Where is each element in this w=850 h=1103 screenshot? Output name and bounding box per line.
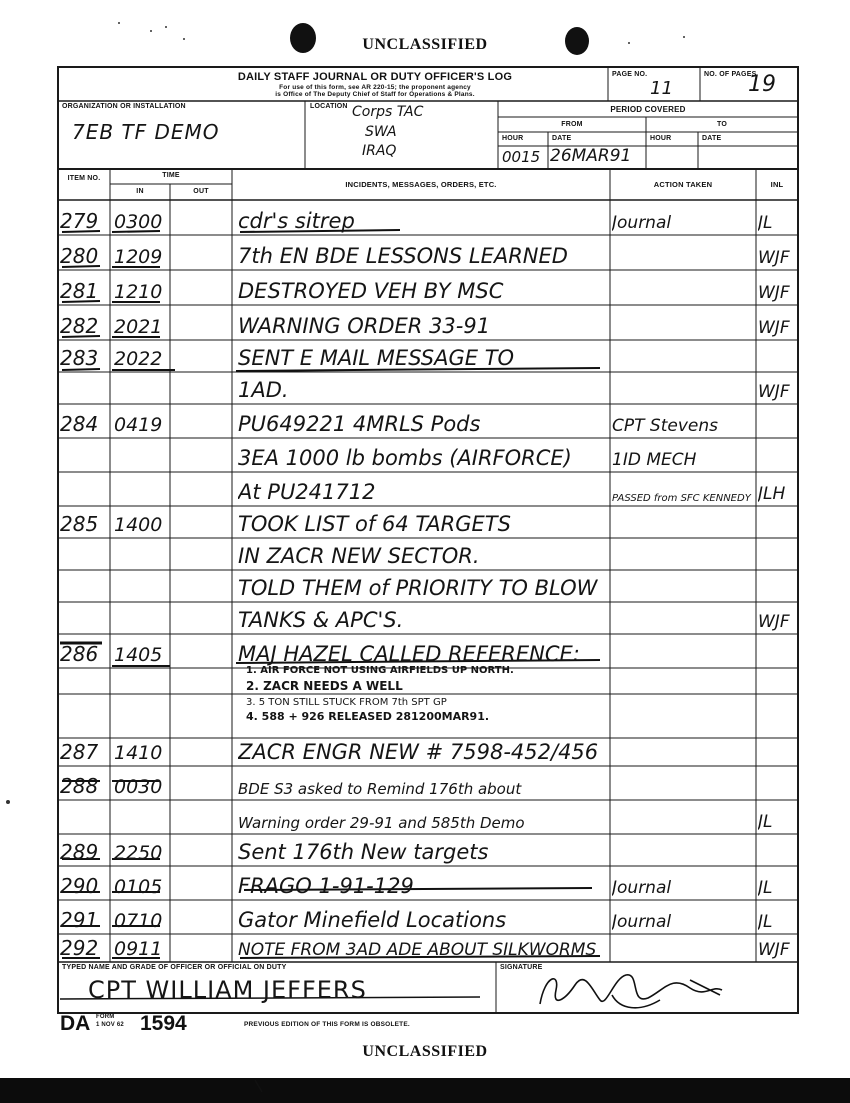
incident-text: TOOK LIST of 64 TARGETS (238, 512, 511, 536)
to-hour-label: HOUR (650, 135, 672, 142)
initials: WJF (758, 382, 790, 402)
log-entry-row (0, 570, 850, 602)
incident-text: MAJ HAZEL CALLED REFERENCE: (238, 642, 580, 666)
incident-text: BDE S3 asked to Remind 176th about (238, 780, 522, 798)
location-line-3: IRAQ (362, 143, 397, 159)
action-taken: Journal (612, 912, 672, 932)
action-taken: Journal (612, 878, 672, 898)
no-of-pages-label: NO. OF PAGES (704, 71, 757, 78)
incident-text: Sent 176th New targets (238, 840, 489, 864)
log-entry-row (0, 200, 850, 235)
form-title: DAILY STAFF JOURNAL OR DUTY OFFICER'S LOG (237, 71, 513, 83)
item-no: 289 (60, 840, 99, 864)
log-entry-row (0, 834, 850, 866)
classification-top: UNCLASSIFIED (362, 36, 488, 53)
initials: JL (758, 878, 773, 898)
initials: JL (758, 213, 773, 233)
log-entry-row (0, 506, 850, 538)
time-in: 2250 (114, 842, 163, 864)
log-entry-row (0, 270, 850, 305)
log-entry-row (0, 800, 850, 834)
time-in: 1210 (114, 281, 163, 303)
time-in: 2022 (114, 348, 163, 370)
from-hour-label: HOUR (502, 135, 524, 142)
log-entry-row (0, 866, 850, 900)
form-prefix: DA (60, 1012, 91, 1035)
from-label: FROM (561, 121, 583, 128)
form-number: 1594 (140, 1012, 187, 1035)
time-in: 1405 (114, 644, 163, 666)
initials: WJF (758, 248, 790, 268)
to-date-label: DATE (702, 135, 722, 142)
item-no: 286 (60, 642, 99, 666)
incident-text: NOTE FROM 3AD ADE ABOUT SILKWORMS (238, 940, 597, 960)
log-entry-row (0, 738, 850, 766)
initials: JL (758, 812, 773, 832)
incident-text: DESTROYED VEH BY MSC (238, 279, 504, 303)
log-entry-row (0, 900, 850, 934)
form-subtitle-2: is Office of The Deputy Chief of Staff for Operations & Plans. (275, 91, 475, 98)
item-no: 279 (60, 209, 99, 233)
location-label: LOCATION (310, 103, 348, 110)
note-2: 2. ZACR NEEDS A WELL (246, 679, 403, 693)
form-subtitle-1: For use of this form, see AR 220-15; the proponent agency (279, 84, 471, 91)
time-in: 0105 (114, 876, 163, 898)
item-no: 290 (60, 874, 99, 898)
incident-text: TOLD THEM of PRIORITY TO BLOW (238, 576, 598, 600)
incident-text: WARNING ORDER 33-91 (238, 314, 491, 338)
time-in: 0300 (114, 211, 163, 233)
time-in: 0710 (114, 910, 163, 932)
from-date-value: 26MAR91 (550, 146, 632, 166)
col-in: IN (136, 188, 144, 195)
col-item: ITEM NO. (67, 175, 101, 182)
item-no: 291 (60, 908, 99, 932)
item-no: 282 (60, 314, 99, 338)
incident-text: 3EA 1000 lb bombs (AIRFORCE) (238, 446, 572, 470)
item-no: 284 (60, 412, 99, 436)
action-taken: Journal (612, 213, 672, 233)
log-entry-row (0, 372, 850, 404)
initials: WJF (758, 318, 790, 338)
item-no: 280 (60, 244, 99, 268)
col-incidents: INCIDENTS, MESSAGES, ORDERS, ETC. (345, 180, 497, 189)
incident-text: Gator Minefield Locations (238, 908, 507, 932)
initials: WJF (758, 612, 790, 632)
initials: WJF (758, 283, 790, 303)
note-4: 4. 588 + 926 RELEASED 281200MAR91. (246, 710, 490, 723)
time-in: 1400 (114, 514, 163, 536)
location-line-2: SWA (365, 124, 397, 140)
col-action: ACTION TAKEN (653, 180, 713, 189)
incident-text: TANKS & APC'S. (238, 608, 404, 632)
incident-text: SENT E MAIL MESSAGE TO (238, 346, 515, 370)
signature-label: SIGNATURE (500, 964, 543, 971)
item-no: 288 (60, 774, 99, 798)
time-in: 0419 (114, 414, 163, 436)
note-1: 1. AIR FORCE NOT USING AIRFIELDS UP NORTH. (246, 665, 514, 676)
item-no: 281 (60, 279, 99, 303)
item-no: 292 (60, 936, 99, 960)
item-no: 287 (60, 740, 99, 764)
incident-text: 1AD. (238, 378, 289, 402)
page-no-label: PAGE NO. (612, 71, 648, 78)
time-in: 0030 (114, 776, 163, 798)
initials: JL (758, 912, 773, 932)
time-in: 2021 (114, 316, 163, 338)
incident-text: 7th EN BDE LESSONS LEARNED (238, 244, 568, 268)
log-entry-row (0, 634, 850, 668)
log-entry-row (0, 404, 850, 438)
time-in: 1410 (114, 742, 163, 764)
classification-bottom: UNCLASSIFIED (362, 1043, 488, 1060)
col-time: TIME (162, 172, 180, 179)
time-in: 0911 (114, 938, 163, 960)
form-label: FORM (96, 1014, 115, 1020)
org-label: ORGANIZATION OR INSTALLATION (62, 103, 186, 110)
incident-text: cdr's sitrep (238, 209, 355, 233)
log-entry-row (0, 538, 850, 570)
no-of-pages-value: 19 (748, 72, 776, 97)
log-entry-row (0, 472, 850, 506)
location-line-1: Corps TAC (352, 104, 424, 120)
incident-text: PU649221 4MRLS Pods (238, 412, 481, 436)
action-taken: CPT Stevens (612, 416, 718, 436)
col-inl: INL (770, 180, 784, 189)
log-entry-row (0, 305, 850, 340)
log-entry-row (0, 235, 850, 270)
log-entry-row (0, 438, 850, 472)
from-date-label: DATE (552, 135, 572, 142)
officer-label: TYPED NAME AND GRADE OF OFFICER OR OFFICIAL ON DUTY (62, 964, 287, 971)
action-taken: 1ID MECH (612, 450, 697, 470)
initials: JLH (758, 484, 786, 504)
incident-text: At PU241712 (238, 480, 376, 504)
note-3: 3. 5 TON STILL STUCK FROM 7th SPT GP (246, 697, 447, 708)
from-hour-value: 0015 (502, 148, 541, 166)
page-no-value: 11 (650, 78, 673, 99)
period-label: PERIOD COVERED (610, 105, 686, 114)
incident-text: IN ZACR NEW SECTOR. (238, 544, 480, 568)
previous-edition-note: PREVIOUS EDITION OF THIS FORM IS OBSOLETE. (244, 1021, 410, 1028)
log-entry-row (0, 602, 850, 634)
officer-value: CPT WILLIAM JEFFERS (88, 976, 367, 1004)
incident-text: Warning order 29-91 and 585th Demo (238, 814, 525, 832)
log-entry-row (0, 340, 850, 372)
col-out: OUT (193, 188, 209, 195)
incident-text: FRAGO 1-91-129 (238, 874, 414, 898)
signature-scribble (540, 975, 722, 1008)
form-date: 1 NOV 62 (96, 1022, 124, 1028)
incident-text: ZACR ENGR NEW # 7598-452/456 (238, 740, 599, 764)
action-taken: PASSED from SFC KENNEDY (612, 493, 751, 504)
time-in: 1209 (114, 246, 163, 268)
item-no: 283 (60, 346, 99, 370)
org-value: 7EB TF DEMO (72, 120, 220, 144)
to-label: TO (717, 121, 727, 128)
log-entry-row (0, 766, 850, 800)
initials: WJF (758, 940, 790, 960)
log-entry-row (0, 934, 850, 962)
item-no: 285 (60, 512, 99, 536)
